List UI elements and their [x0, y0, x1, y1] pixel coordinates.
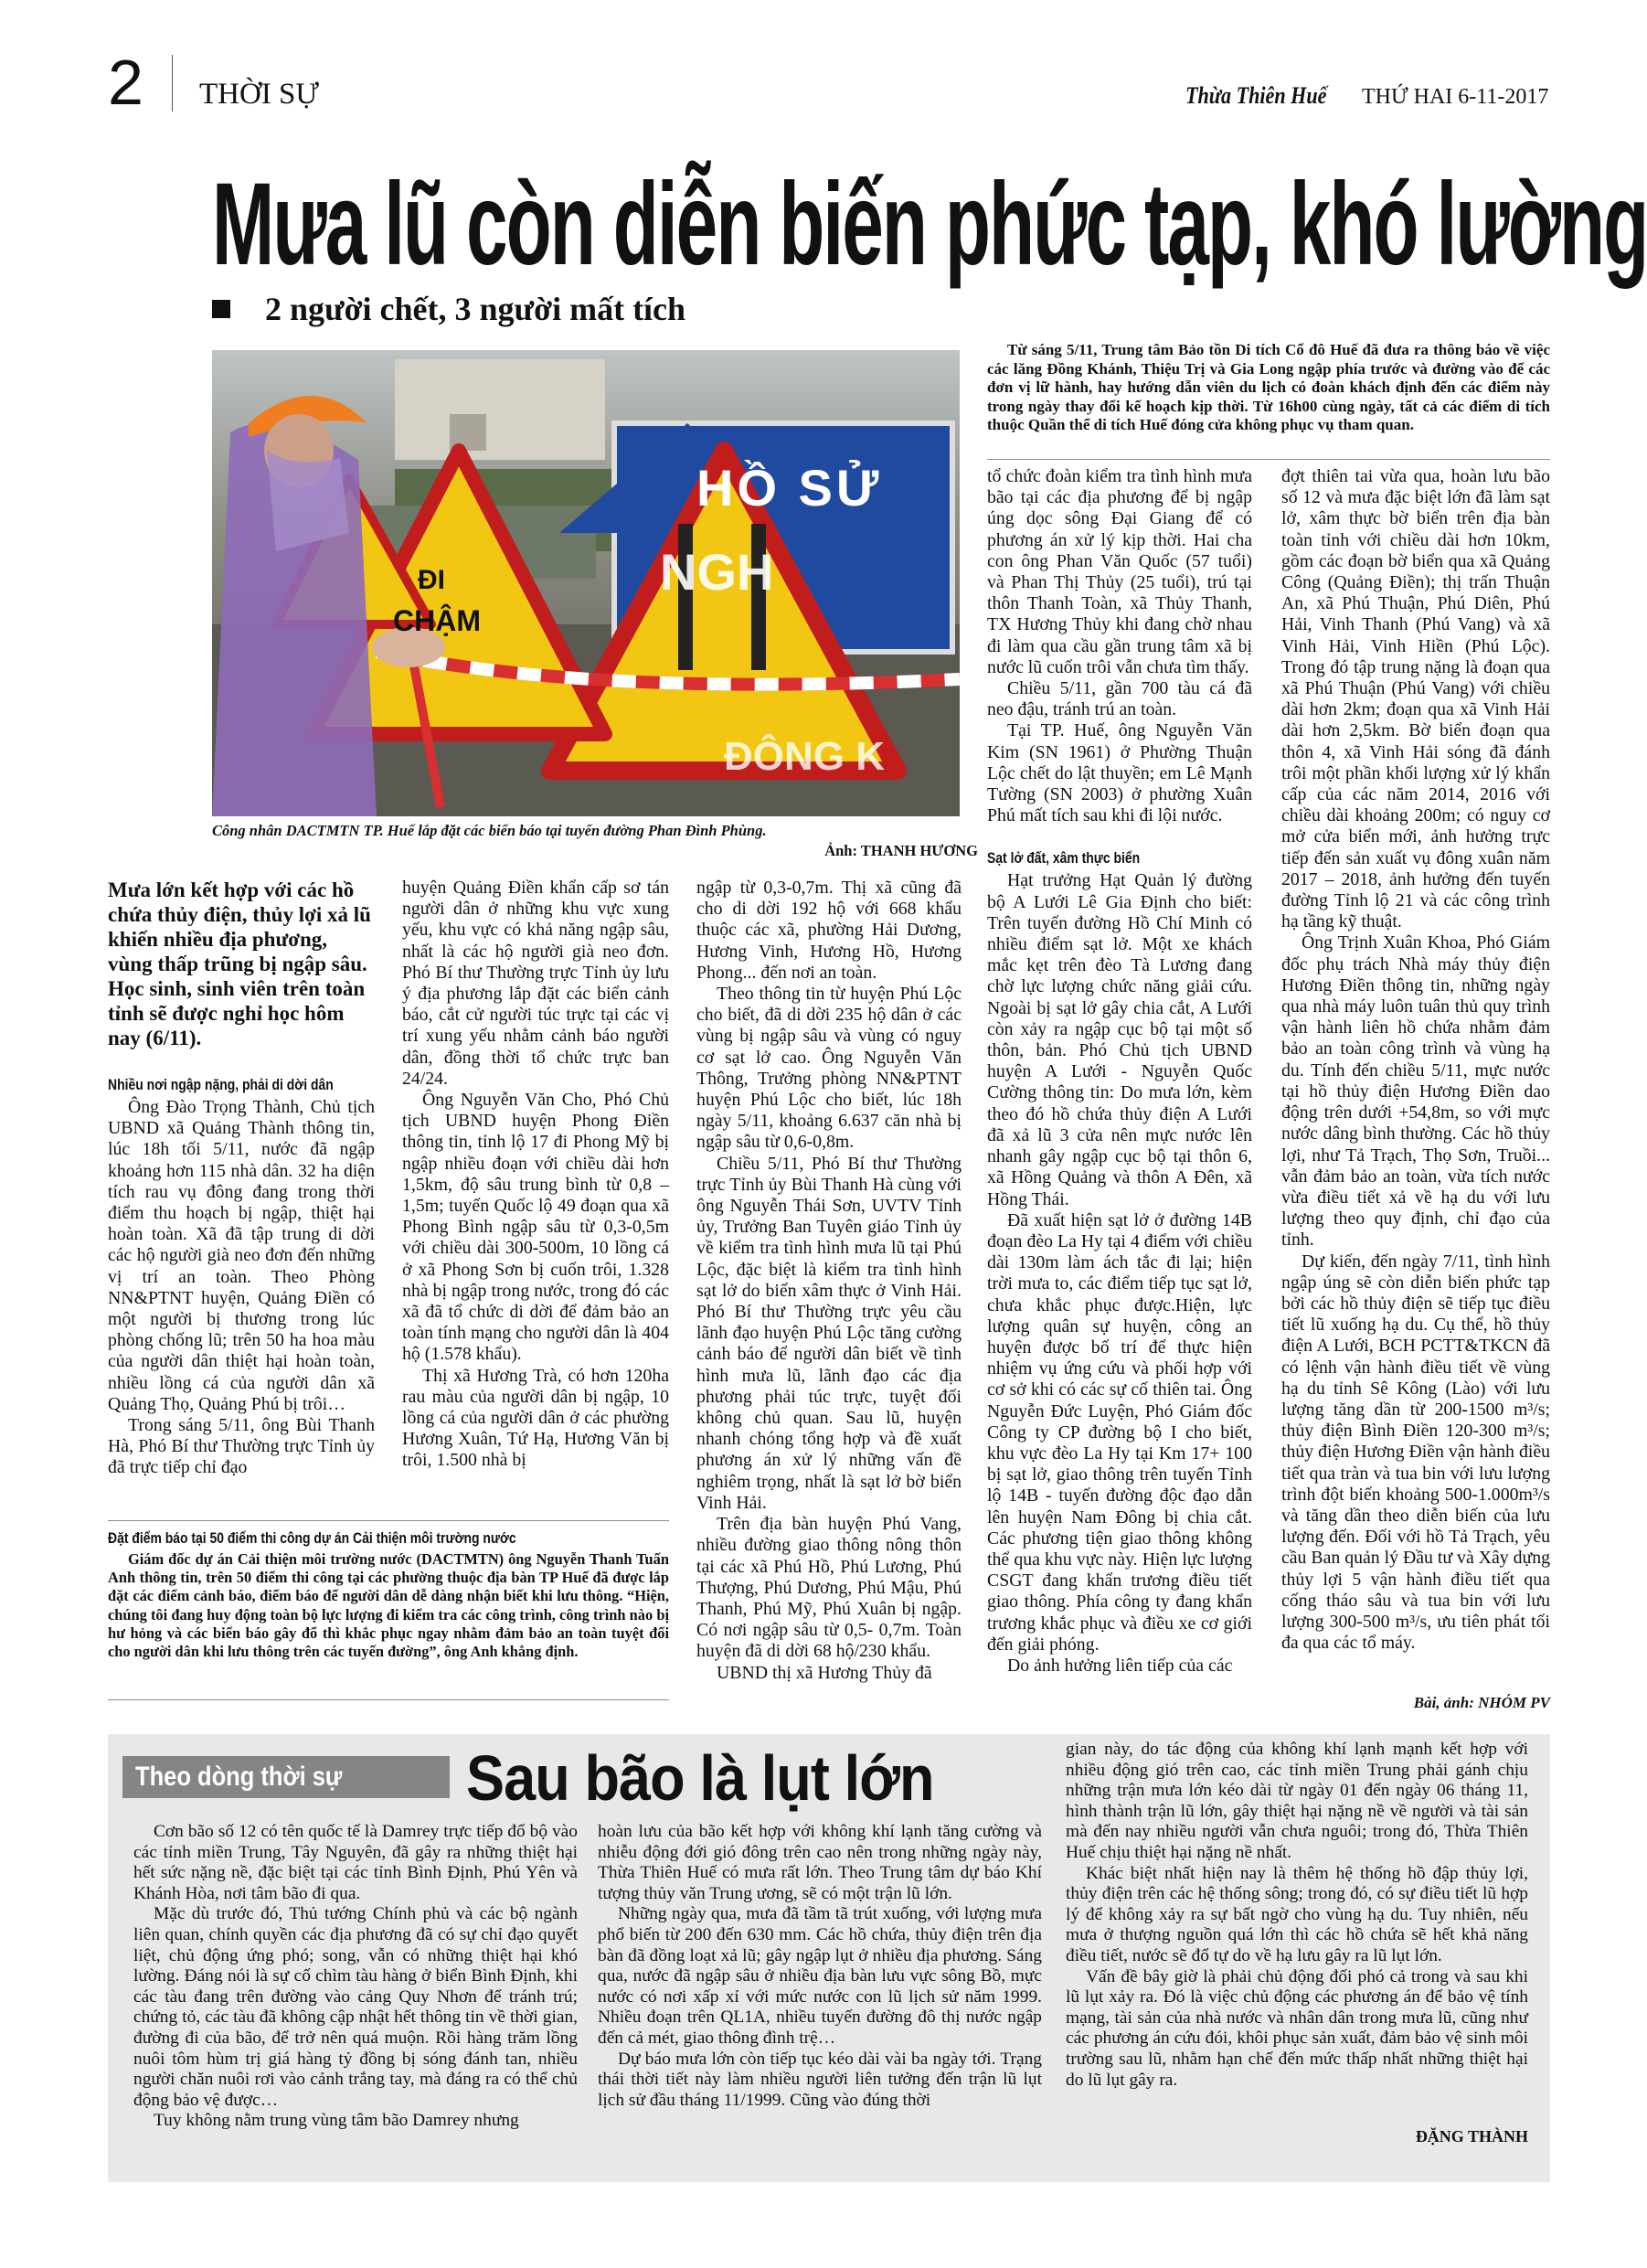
intro-box-rule	[987, 459, 1550, 460]
col5-paragraph: Ông Trịnh Xuân Khoa, Phó Giám đốc phụ trách Nhà máy thủy điện Hương Điền thông tin, những ngày qua nhà máy luôn tuân thủ quy trình vận hành liên hồ chứa nhằm đảm bảo an toàn công trình và vùng hạ du. Tính đến chiều 5/11, mực nước tại hồ thủy điện Hương Điền dao động trên dưới +54,8m, so với mực nước dâng bình thường. Các hồ thủy lợi, như Tả Trạch, Thọ Sơn, Truồi... vẫn đảm bảo an toàn, vừa tích nước vừa điều tiết xả về hạ du với lưu lượng theo quy định, chỉ đạo của tỉnh.	[1281, 932, 1550, 1251]
col2-paragraph: Ông Nguyễn Văn Cho, Phó Chủ tịch UBND huyện Phong Điền thông tin, tỉnh lộ 17 đi Phong Mỹ bị ngập nhiều đoạn với chiều dài hơn 1,5km, độ sâu trung bình từ 0,8 – 1,5m; tuyến Quốc lộ 49 đoạn qua xã Phong Bình ngập sâu từ 0,3-0,5m với chiều dài 300-500m, 10 lồng cá ở xã Phong Sơn bị cuốn trôi, 1.328 nhà bị ngập trong nước, trong đó các xã đã tổ chức di dời để đảm bảo an toàn tính mạng cho người dân là 404 hộ (1.578 khẩu).	[402, 1090, 669, 1365]
sidebar-top-rule	[108, 1520, 669, 1521]
commentary-paragraph: Mặc dù trước đó, Thủ tướng Chính phủ và các bộ ngành liên quan, chính quyền các địa phương đã có sự chỉ đạo quyết liệt, chủ động ứng phó; song, vẫn có những thiệt hại khó lường. Đáng nói là sự cố chìm tàu hàng ở biển Bình Định, khi các tàu đang trên đường vào cảng Quy Nhơn để tránh trú; chứng tỏ, các tàu đã không cập nhật hết thông tin về thời gian, đường đi của bão, để trở nên quá muộn. Rồi hàng trăm lồng nuôi tôm hùm trị giá hàng tỷ đồng bị sóng đánh tan, nhiều người chăn nuôi rơi vào cảnh trắng tay, mà đáng ra có thể chủ động bảo vệ được…	[133, 1904, 578, 2110]
commentary-col-1	[133, 1822, 578, 2132]
commentary-label-text: Theo dòng thời sự	[135, 1762, 343, 1792]
headline: Mưa lũ còn diễn biến phức tạp, khó lường	[212, 159, 1647, 290]
commentary-paragraph: Tuy không nằm trung vùng tâm bão Damrey nhưng	[154, 2111, 519, 2131]
col2-paragraph: Thị xã Hương Trà, có hơn 120ha rau màu của người dân bị ngập, 10 lồng cá của người dân ở các phường Hương Xuân, Tứ Hạ, Hương Văn bị trôi, 1.500 nhà bị	[402, 1365, 669, 1471]
photo-caption: Công nhân DACTMTN TP. Huế lắp đặt các biển báo tại tuyến đường Phan Đình Phùng.	[212, 822, 767, 839]
article-col-1	[108, 1075, 375, 1479]
commentary-paragraph: Cơn bão số 12 có tên quốc tế là Damrey trực tiếp đổ bộ vào các tỉnh miền Trung, Tây Nguyên, đã gây ra những thiệt hại hết sức nặng nề, đặc biệt tại các tỉnh Bình Định, Phú Yên và Khánh Hòa, nơi tâm bão đi qua.	[133, 1822, 578, 1903]
commentary-paragraph: Khác biệt nhất hiện nay là thêm hệ thống hồ đập thủy lợi, thủy điện trên các hệ thống sông; trong đó, có sự điều tiết lũ hợp lý để không xảy ra sự bất ngờ cho vùng hạ du. Tuy nhiên, nếu mưa ở thượng nguồn quá lớn thì các hồ chứa sẽ hết khả năng điều tiết, nước sẽ đổ tự do về hạ lưu gây ra lũ lụt lớn.	[1066, 1863, 1528, 1965]
header-divider	[172, 55, 173, 112]
page-number: 2	[108, 47, 143, 118]
col5-paragraph: đợt thiên tai vừa qua, hoàn lưu bão số 12 và mưa đặc biệt lớn đã làm sạt lở, xâm thực bờ biển trên địa bàn toàn tỉnh với chiều dài hơn 10km, gồm các đoạn bờ biển qua xã Quảng Công (Quảng Điền); thị trấn Thuận An, xã Phú Thuận, Phú Diên, Phú Hải, Vinh Thanh (Phú Vang) và xã Vinh Hải, Vinh Hiền (Phú Lộc). Trong đó tập trung nặng là đoạn qua xã Phú Thuận (Phú Vang) với chiều dài hơn 2km; đoạn qua xã Vinh Hải dài hơn 2,5km. Bờ biển đoạn qua thôn 4, xã Vinh Hải sóng đã đánh trôi một phần khối lượng xử lý khẩn cấp của các năm 2014, 2016 với chiều dài khoảng 200m; có nguy cơ mở cửa biển mới, ảnh hưởng trực tiếp đến sản xuất vụ đông xuân năm 2017 – 2018, ảnh hưởng đến tuyến đường Tỉnh lộ 21 và các công trình hạ tầng kỹ thuật.	[1281, 466, 1550, 932]
col1-paragraph: Trong sáng 5/11, ông Bùi Thanh Hà, Phó Bí thư Thường trực Tỉnh ủy đã trực tiếp chỉ đạo	[108, 1415, 375, 1478]
col3-paragraph: ngập từ 0,3-0,7m. Thị xã cũng đã cho di dời 192 hộ với 668 khẩu thuộc các xã, phường Hải Dương, Hương Vinh, Hương Hồ, Hương Phong... đến nơi an toàn.	[696, 878, 962, 983]
col4-paragraph: Hạt trưởng Hạt Quản lý đường bộ A Lưới Lê Gia Định cho biết: Trên tuyến đường Hồ Chí Minh có nhiều điểm sạt lở. Một xe khách mắc kẹt trên đèo Tà Lương đang chờ lực lượng chức năng giải cứu. Ngoài bị sạt lở gây chia cắt, A Lưới còn xảy ra ngập cục bộ tại một số thôn, bản. Phó Chủ tịch UBND huyện A Lưới - Nguyễn Quốc Cường thông tin: Do mưa lớn, kèm theo đó hồ chứa thủy điện A Lưới đã xả lũ 3 cửa nên mực nước lên nhanh gây ngập cục bộ tại thôn 6, xã Hồng Quảng và thôn A Đên, xã Hồng Thái.	[987, 870, 1252, 1209]
col5-paragraph: Dự kiến, đến ngày 7/11, tình hình ngập úng sẽ còn diễn biến phức tạp bởi các hồ thủy điện sẽ tiếp tục điều tiết lũ xuống hạ du. Cụ thể, hồ thủy điện A Lưới, BCH PCTT&TKCN đã có lệnh vận hành điều tiết về vùng hạ du tỉnh Sê Kông (Lào) với lưu lượng tăng dần từ 200-1500 m³/s; thủy điện Bình Điền 120-300 m³/s; thủy điện Hương Điền vận hành điều tiết qua tràn và tua bin với lưu lượng trình đột biến khoảng 500-1.000m³/s và tăng dần theo diễn biến của lưu lượng đến. Đối với hồ Tả Trạch, yêu cầu Ban quản lý Đầu tư và Xây dựng thủy lợi 5 vận hành điều tiết qua cống tháo sâu và tua bin với lưu lượng 300-500 m³/s, ưu tiên phát tối đa qua các tổ máy.	[1281, 1251, 1550, 1654]
col1-subhead: Nhiều nơi ngập nặng, phải di dời dân	[108, 1076, 334, 1093]
col2-paragraph: huyện Quảng Điền khẩn cấp sơ tán người dân ở những khu vực xung yếu, khu vực có khả năng ngập sâu, nhất là các hộ người già neo đơn. Phó Bí thư Thường trực Tỉnh ủy lưu ý địa phương lắp đặt các biển cảnh báo, cắt cử người túc trực tại các vị trí xung yếu nhằm cảnh báo người dân, đồng thời tổ chức trực ban 24/24.	[402, 878, 669, 1089]
sidebar-text: Giám đốc dự án Cải thiện môi trường nước (DACTMTN) ông Nguyễn Thanh Tuấn Anh thông tin, trên 50 điểm thi công tại các phường thuộc địa bàn TP Huế đã được lắp đặt các điểm cảnh báo, điểm báo để người dân dễ dàng nhận biết khi lưu thông. “Hiện, chúng tôi đang huy động toàn bộ lực lượng đi kiểm tra các công trình, công trình nào bị hư hỏng và các biển báo gây đổ thì khắc phục ngay nhằm đảm bảo an toàn tuyệt đối cho người dân khi lưu thông trên các tuyến đường”, ông Anh khẳng định.	[108, 1550, 669, 1661]
sign-text-di: ĐI	[418, 565, 445, 595]
news-photo	[212, 350, 960, 816]
sign-text-cham: CHẬM	[393, 604, 481, 637]
sidebar-box	[108, 1528, 669, 1661]
sign-text-ho-su: HỒ SỬ	[696, 459, 883, 516]
commentary-title: Sau bão là lụt lớn	[466, 1742, 934, 1814]
article-col-5	[1281, 466, 1550, 1654]
section-name: THỜI SỰ	[199, 78, 320, 111]
article-col-3	[696, 878, 962, 1684]
col4-paragraph: Đã xuất hiện sạt lở ở đường 14B đoạn đèo La Hy tại 4 điểm với chiều dài 130m làm ách tắc đi lại; hiện trời mưa to, các điểm tiếp tục sạt lở, chưa khắc phục được.Hiện, lực lượng quân sự huyện, công an huyện được bố trí để thực hiện nhiệm vụ ứng cứu và phối hợp với cơ sở khi có các sự cố thiên tai. Ông Nguyễn Đức Luyện, Phó Giám đốc Công ty CP đường bộ I cho biết, khu vực đèo La Hy tại Km 17+ 100 bị sạt lở, giao thông trên tuyến Tỉnh lộ 14B - tuyến đường độc đạo dẫn lên huyện Nam Đông bị chia cắt. Các phương tiện giao thông không thể qua khu vực này. Hiện lực lượng CSGT đang khẩn trương điều tiết giao thông. Phía công ty đang khẩn trương khắc phục và điều xe cơ giới đến giải phóng.	[987, 1209, 1252, 1655]
intro-box-text: Từ sáng 5/11, Trung tâm Bảo tồn Di tích Cố đô Huế đã đưa ra thông báo về việc các lăng Đồng Khánh, Thiệu Trị và Gia Long ngập phía trước và đường vào để các đơn vị lữ hành, hay hướng dẫn viên du lịch có đoàn khách định đến các điểm này trong ngày thay đổi kế hoạch kịp thời. Từ 16h00 cùng ngày, tất cả các điểm di tích thuộc Quần thể di tích Huế đóng cửa không phục vụ tham quan.	[987, 341, 1550, 434]
subheadline-text: 2 người chết, 3 người mất tích	[265, 291, 686, 327]
bullet-square-icon	[212, 300, 230, 318]
sidebar-subhead: Đặt điểm báo tại 50 điểm thi công dự án Cải thiện môi trường nước	[108, 1529, 516, 1547]
commentary-paragraph: Vấn đề bây giờ là phải chủ động đối phó cả trong và sau khi lũ lụt xảy ra. Đó là việc chủ động các phương án để bảo vệ tính mạng, tài sản của nhà nước và nhân dân trong mưa lũ, cũng như các phương án cứu đói, khôi phục sản xuất, đảm bảo vệ sinh môi trường sau lũ, nhằm hạn chế đến mức thấp nhất những thiệt hại do lũ lụt gây ra.	[1066, 1966, 1528, 2090]
col4-paragraph: Tại TP. Huế, ông Nguyễn Văn Kim (SN 1961) ở Phường Thuận Lộc chết do lật thuyền; em Lê Mạnh Tường (SN 2003) ở phường Xuân Phú mất tích sau khi đi lội nước.	[987, 720, 1252, 826]
commentary-paragraph: Dự báo mưa lớn còn tiếp tục kéo dài vài ba ngày tới. Trạng thái thời tiết này làm nhiều người liên tưởng đến trận lũ lụt lịch sử đầu tháng 11/1999. Cũng vào đúng thời	[598, 2049, 1042, 2110]
col3-paragraph: UBND thị xã Hương Thủy đã	[717, 1662, 932, 1683]
col3-paragraph: Chiều 5/11, Phó Bí thư Thường trực Tỉnh ủy Bùi Thanh Hà cùng với ông Nguyễn Thái Sơn, UVTV Tỉnh ủy, Trưởng Ban Tuyên giáo Tỉnh ủy về kiểm tra tình hình mưa lũ tại Phú Lộc, đặc biệt là kiểm tra tình hình sạt lở do biển xâm thực ở Vinh Hải. Phó Bí thư Thường trực yêu cầu lãnh đạo huyện Phú Lộc tăng cường cảnh báo để người dân biết về tình hình mưa lũ, lãnh đạo các địa phương phải túc trực, tuyệt đối không chủ quan. Sau lũ, huyện nhanh chóng tổng hợp và đề xuất phương án xử lý những vấn đề nghiêm trọng, nhất là sạt lở bờ biển Vinh Hải.	[696, 1153, 962, 1513]
col4-paragraph: Chiều 5/11, gần 700 tàu cá đã neo đậu, tránh trú an toàn.	[987, 678, 1252, 720]
commentary-label	[122, 1756, 450, 1798]
commentary-paragraph: Những ngày qua, mưa đã tầm tã trút xuống, với lượng mưa phổ biến từ 200 đến 630 mm. Các hồ chứa, thủy điện trên địa bàn đã đồng loạt xả lũ; gây ngập lụt ở nhiều địa phương. Sáng qua, nước đã ngập sâu ở nhiều địa bàn lưu vực sông Bồ, mực nước có nơi xấp xỉ với mức nước con lũ lịch sử năm 1999. Nhiều đoạn trên QL1A, nhiều tuyến đường đô thị nước ngập đến cả mét, giao thông đình trệ…	[598, 1904, 1042, 2048]
sidebar-bottom-rule	[108, 1699, 669, 1700]
sign-text-dong: ĐÔNG K	[724, 734, 885, 779]
commentary-paragraph: hoàn lưu của bão kết hợp với không khí lạnh tăng cường và nhiễu động đới gió đông trên cao nên trong những ngày này, Thừa Thiên Huế có mưa rất lớn. Theo Trung tâm dự báo Khí tượng thủy văn Trung ương, sẽ có một trận lũ lớn.	[598, 1822, 1042, 1903]
intro-box	[987, 341, 1550, 435]
col3-paragraph: Trên địa bàn huyện Phú Vang, nhiều đường giao thông nông thôn tại các xã Phú Hồ, Phú Lương, Phú Thượng, Phú Dương, Phú Mậu, Phú Thanh, Phú Mỹ, Phú Xuân bị ngập. Có nơi ngập sâu từ 0,5- 0,7m. Toàn huyện đã di dời 68 hộ/230 khẩu.	[696, 1514, 962, 1662]
commentary-box	[108, 1734, 1550, 2182]
article-col-2	[402, 878, 669, 1472]
photo-credit: Ảnh: THANH HƯƠNG	[824, 842, 978, 859]
masthead: Thừa Thiên Huế	[1185, 82, 1327, 109]
issue-date: THỨ HAI 6-11-2017	[1362, 85, 1549, 109]
col4-paragraph: Do ảnh hưởng liên tiếp của các	[1007, 1655, 1233, 1676]
article-col-4	[987, 466, 1252, 1677]
col4-subhead: Sạt lở đất, xâm thực biển	[987, 849, 1141, 868]
lede: Mưa lớn kết hợp với các hồ chứa thủy điện, thủy lợi xả lũ khiến nhiều địa phương, vùng thấp trũng bị ngập sâu. Học sinh, sinh viên trên toàn tỉnh sẽ được nghỉ học hôm nay (6/11).	[108, 878, 371, 1049]
col1-paragraph: Ông Đào Trọng Thành, Chủ tịch UBND xã Quảng Thành thông tin, lúc 18h tối 5/11, nước đã ngập khoảng hơn 115 nhà dân. 32 ha diện tích rau vụ đông đang trong thời điểm thu hoạch bị ngập, thiệt hại hoàn toàn. Xã đã tập trung di dời các hộ người già neo đơn đến những vị trí an toàn. Theo Phòng NN&PTNT huyện, Quảng Điền có một người bị thương trong lúc phòng chống lũ; trên 50 ha hoa màu của người dân thiệt hại hoàn toàn, nhiều lồng cá của người dân xã Quảng Thọ, Quảng Phú bị trôi…	[108, 1097, 375, 1414]
article-byline: Bài, ảnh: NHÓM PV	[1413, 1694, 1550, 1711]
commentary-col-3	[1066, 1740, 1528, 2091]
commentary-col-2	[598, 1822, 1042, 2111]
commentary-byline: ĐẶNG THÀNH	[1415, 2127, 1528, 2146]
col4-paragraph: tổ chức đoàn kiểm tra tình hình mưa bão tại các địa phương để bị ngập úng dọc sông Đại Giang để có phương án xử lý kịp thời. Hai cha con ông Phan Văn Quốc (57 tuổi) và Phan Thị Thủy (25 tuổi), trú tại thôn Thanh Toàn, xã Thủy Thanh, TX Hương Thủy khi đang chờ nhau đi làm qua cầu gần trung tâm xã bị nước lũ cuốn trôi vẫn chưa tìm thấy.	[987, 466, 1252, 677]
page-header	[0, 0, 1647, 128]
sign-text-ngh: NGH	[660, 543, 774, 601]
commentary-paragraph: gian này, do tác động của không khí lạnh mạnh kết hợp với nhiều động gió trên cao, các tỉnh miền Trung phải gánh chịu những trận mưa lớn kéo dài từ ngày 01 đến ngày 06 tháng 11, hình thành trận lũ lớn, gây thiệt hại nặng nề về người và tài sản mà đến nay nhiều người vẫn chưa nguôi; trong đó, Thừa Thiên Huế chịu thiệt hại nặng nề nhất.	[1066, 1740, 1528, 1862]
col3-paragraph: Theo thông tin từ huyện Phú Lộc cho biết, đã di dời 235 hộ dân ở các vùng bị ngập sâu và vùng có nguy cơ sạt lở cao. Ông Nguyễn Văn Thông, Trưởng phòng NN&PTNT huyện Phú Lộc cho biết, lúc 18h ngày 5/11, khoảng 6.637 căn nhà bị ngập sâu từ 0,6-0,8m.	[696, 984, 962, 1153]
